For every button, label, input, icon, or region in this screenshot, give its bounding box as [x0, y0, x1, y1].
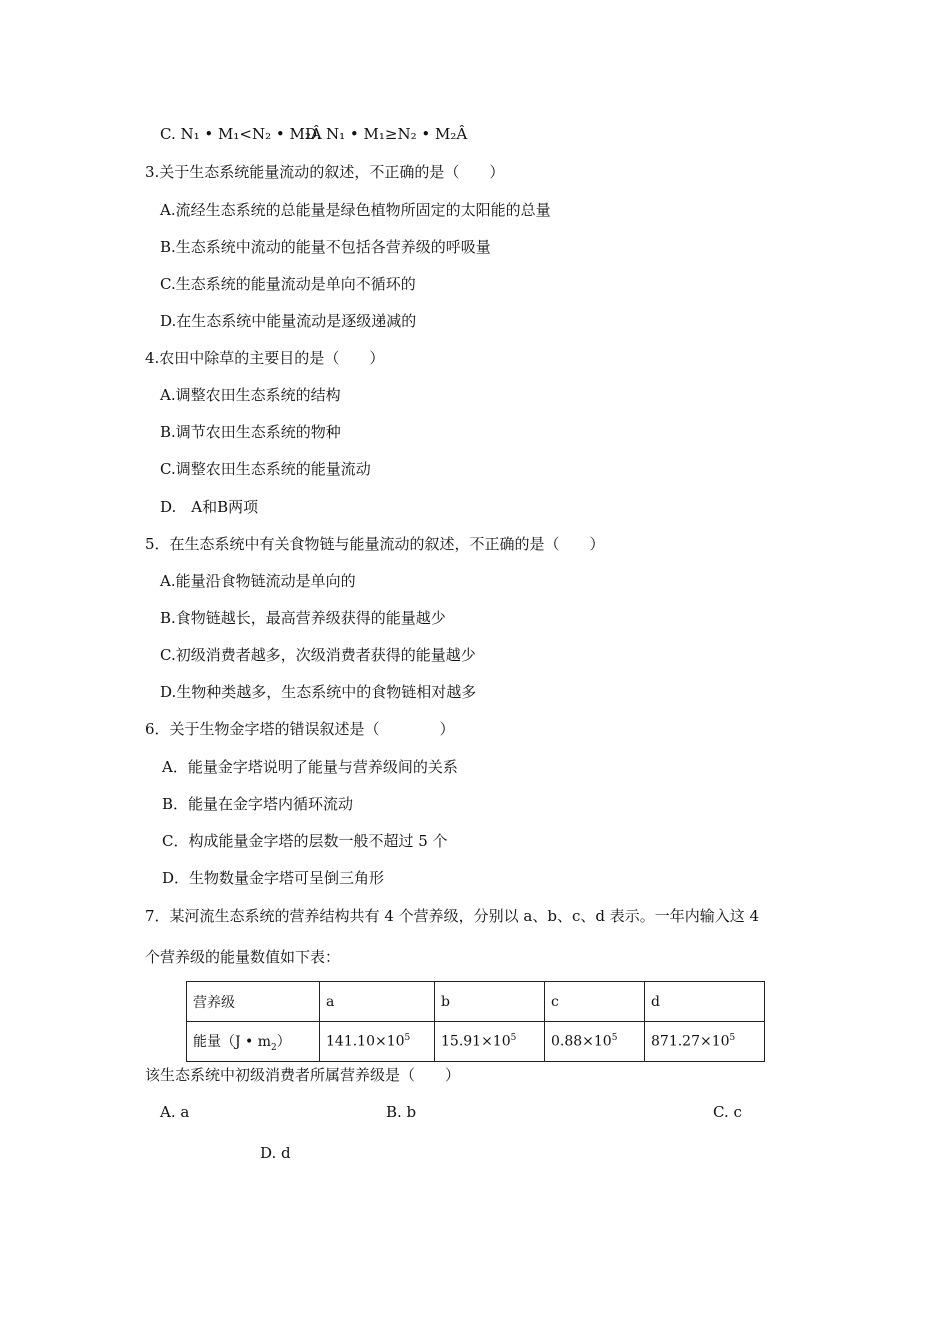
header-cell-level: 营养级	[187, 982, 320, 1022]
table-header-row	[187, 982, 765, 1022]
q4-option-a: A.调整农田生态系统的结构	[160, 386, 341, 404]
value-b-exp: 5	[510, 1033, 517, 1044]
q4-stem: 4.农田中除草的主要目的是（ ）	[145, 349, 385, 367]
q7-stem-line2: 个营养级的能量数值如下表：	[145, 948, 341, 966]
q6-option-b: B．能量在金字塔内循环流动	[162, 795, 354, 813]
energy-table	[186, 981, 765, 1062]
value-cell-a	[320, 1022, 435, 1062]
value-a-base: 141.10×10	[326, 1033, 405, 1050]
row-label-energy	[187, 1022, 320, 1062]
header-cell-c: c	[545, 982, 645, 1022]
q3-option-d: D.在生态系统中能量流动是逐级递减的	[160, 312, 417, 330]
row-label-sub: 2	[271, 1042, 277, 1053]
header-cell-b: b	[435, 982, 545, 1022]
q2-option-c: C. N₁ • M₁<N₂ • M₂Â	[160, 125, 322, 143]
value-d-base: 871.27×10	[651, 1033, 730, 1050]
q6-option-a: A．能量金字塔说明了能量与营养级间的关系	[162, 758, 458, 776]
q6-option-c: C．构成能量金字塔的层数一般不超过 5 个	[162, 832, 448, 850]
q7-option-b: B. b	[386, 1103, 417, 1121]
q5-option-b: B.食物链越长，最高营养级获得的能量越少	[160, 609, 446, 627]
q3-option-c: C.生态系统的能量流动是单向不循环的	[160, 275, 416, 293]
value-a-exp: 5	[404, 1033, 411, 1044]
q3-stem: 3.关于生态系统能量流动的叙述，不正确的是（ ）	[145, 163, 505, 181]
row-label-end: ）	[276, 1033, 291, 1050]
header-cell-d: d	[645, 982, 765, 1022]
q3-option-b: B.生态系统中流动的能量不包括各营养级的呼吸量	[160, 238, 491, 256]
q7-stem-line1: 7．某河流生态系统的营养结构共有 4 个营养级，分别以 a、b、c、d 表示。一年内输入这 4	[145, 907, 760, 925]
q6-option-d: D．生物数量金字塔可呈倒三角形	[162, 869, 385, 887]
value-c-base: 0.88×10	[551, 1033, 612, 1050]
value-c-exp: 5	[611, 1033, 618, 1044]
q7-option-a: A. a	[160, 1103, 190, 1121]
q7-option-d: D. d	[260, 1144, 291, 1162]
value-d-exp: 5	[729, 1033, 736, 1044]
value-cell-c	[545, 1022, 645, 1062]
q7-option-c: C. c	[713, 1103, 742, 1121]
q5-option-c: C.初级消费者越多，次级消费者获得的能量越少	[160, 646, 476, 664]
value-b-base: 15.91×10	[441, 1033, 511, 1050]
value-cell-b	[435, 1022, 545, 1062]
q4-option-c: C.调整农田生态系统的能量流动	[160, 460, 371, 478]
q5-stem: 5．在生态系统中有关食物链与能量流动的叙述，不正确的是（ ）	[145, 535, 605, 553]
header-cell-a: a	[320, 982, 435, 1022]
q4-option-b: B.调节农田生态系统的物种	[160, 423, 341, 441]
q5-option-a: A.能量沿食物链流动是单向的	[160, 572, 356, 590]
q6-stem: 6．关于生物金字塔的错误叙述是（ ）	[145, 720, 455, 738]
q2-option-d: D. N₁ • M₁≥N₂ • M₂Â	[305, 125, 468, 143]
q5-option-d: D.生物种类越多，生态系统中的食物链相对越多	[160, 683, 477, 701]
value-cell-d	[645, 1022, 765, 1062]
q4-option-d: D. A和B两项	[160, 498, 259, 516]
table-row	[187, 1022, 765, 1062]
q3-option-a: A.流经生态系统的总能量是绿色植物所固定的太阳能的总量	[160, 201, 551, 219]
q7-question: 该生态系统中初级消费者所属营养级是（ ）	[145, 1066, 461, 1084]
row-label-text: 能量（J • m	[193, 1033, 272, 1050]
